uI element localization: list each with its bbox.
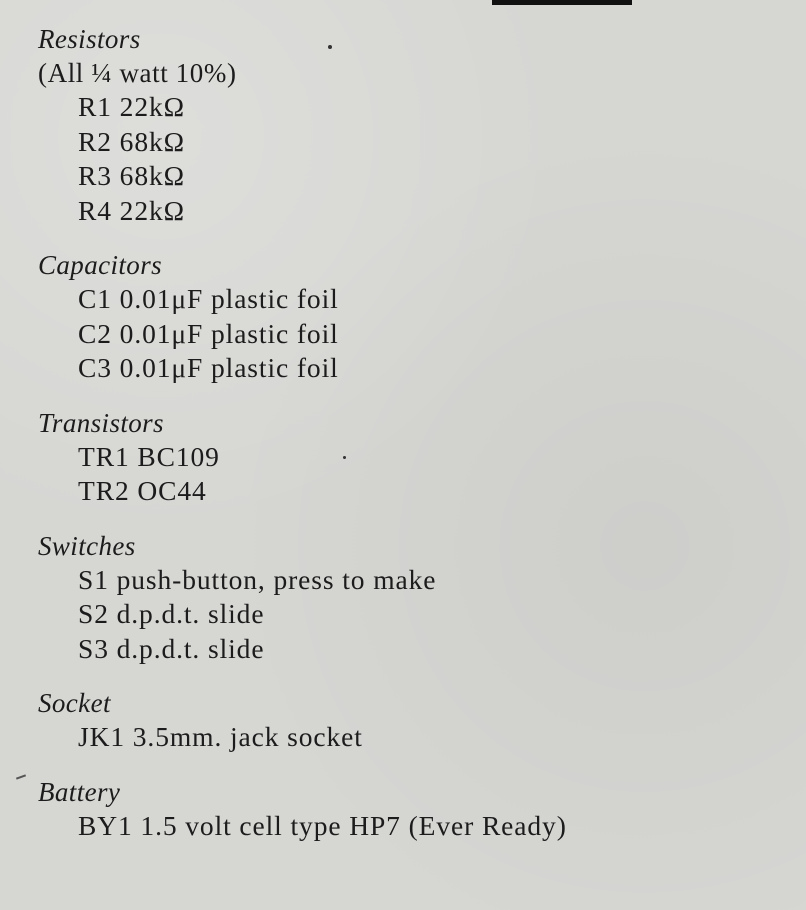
section-socket bbox=[38, 686, 798, 755]
section-switches bbox=[38, 529, 798, 667]
section-heading: Transistors bbox=[38, 407, 164, 438]
list-item: C2 0.01μF plastic foil bbox=[78, 317, 339, 349]
list-item: BY1 1.5 volt cell type HP7 (Ever Ready) bbox=[78, 809, 567, 841]
parts-list bbox=[38, 22, 798, 843]
top-rule bbox=[492, 0, 632, 5]
list-item: TR2 OC44 bbox=[78, 475, 207, 506]
section-heading: Switches bbox=[38, 530, 136, 561]
list-item: S3 d.p.d.t. slide bbox=[78, 632, 265, 664]
ink-mark bbox=[16, 774, 26, 779]
list-item: R4 22kΩ bbox=[78, 194, 185, 226]
section-heading: Resistors bbox=[38, 24, 141, 54]
list-item: C3 0.01μF plastic foil bbox=[78, 352, 339, 383]
list-item: R2 68kΩ bbox=[78, 125, 185, 157]
section-resistors bbox=[38, 22, 798, 228]
list-item: C1 0.01μF plastic foil bbox=[78, 283, 339, 314]
list-item: JK1 3.5mm. jack socket bbox=[78, 721, 363, 752]
section-capacitors bbox=[38, 248, 798, 386]
list-item: R1 22kΩ bbox=[78, 91, 185, 122]
section-transistors bbox=[38, 406, 798, 509]
list-item: R3 68kΩ bbox=[78, 160, 185, 191]
list-item: TR1 BC109 bbox=[78, 440, 220, 472]
section-heading: Battery bbox=[38, 776, 121, 807]
section-heading: Capacitors bbox=[38, 250, 163, 280]
section-battery bbox=[38, 775, 798, 844]
section-note: (All ¼ watt 10%) bbox=[38, 58, 237, 88]
section-heading: Socket bbox=[38, 688, 111, 718]
list-item: S1 push-button, press to make bbox=[78, 563, 437, 595]
list-item: S2 d.p.d.t. slide bbox=[78, 598, 265, 629]
